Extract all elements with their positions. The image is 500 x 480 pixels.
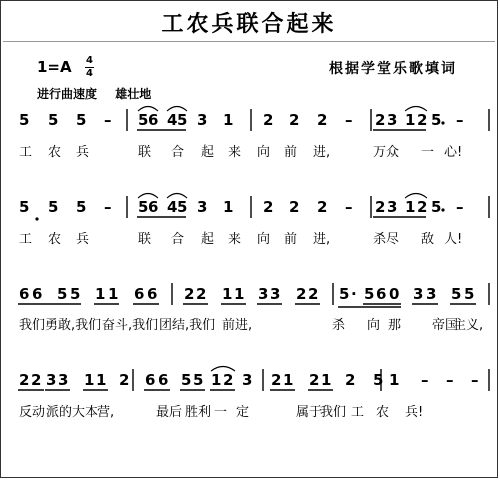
- lyric-syllable: 杀: [332, 318, 346, 333]
- note: 5: [373, 371, 384, 389]
- lyric-syllable: 工: [351, 405, 365, 420]
- lyric-syllable: 农: [376, 405, 390, 420]
- lyric-syllable: 向: [257, 232, 271, 247]
- note: 5: [70, 285, 81, 303]
- note: 2: [289, 198, 300, 216]
- dotted-note-mark: [441, 208, 444, 211]
- slur: [138, 107, 158, 112]
- lyric-syllable: 一: [421, 145, 435, 160]
- note: 1: [405, 198, 416, 216]
- note: 1: [223, 198, 234, 216]
- note: 6: [148, 111, 159, 129]
- lyric-syllable: 万众: [373, 145, 400, 160]
- note: 6: [158, 371, 169, 389]
- note: 5: [138, 198, 149, 216]
- note: 4: [167, 111, 178, 129]
- note: 2: [289, 111, 300, 129]
- note: 2: [263, 111, 274, 129]
- note: 2: [296, 285, 307, 303]
- note: 1: [234, 285, 245, 303]
- lyric-syllable: 起: [201, 232, 215, 247]
- slur: [405, 107, 427, 112]
- note: 5: [451, 285, 462, 303]
- note: 5: [57, 285, 68, 303]
- note: 5: [177, 198, 188, 216]
- lyric-syllable: 前: [284, 232, 298, 247]
- note: 3: [270, 285, 281, 303]
- time-signature-bottom: 4: [86, 68, 93, 79]
- note: 3: [387, 111, 398, 129]
- lyric-syllable: 勇敢,我们: [45, 318, 102, 333]
- note: 1: [321, 371, 332, 389]
- note: 1: [389, 371, 400, 389]
- dash-note: –: [345, 198, 353, 216]
- lyric-syllable: 向: [367, 318, 381, 333]
- dash-note: –: [104, 198, 112, 216]
- lyric-syllable: 兵: [76, 232, 90, 247]
- note: 6: [134, 285, 145, 303]
- lyric-syllable: 来: [228, 145, 242, 160]
- lyric-syllable: 前进,: [222, 318, 253, 333]
- note: 2: [19, 371, 30, 389]
- lyric-syllable: 人!: [444, 232, 463, 247]
- note: 3: [413, 285, 424, 303]
- note: 1: [95, 285, 106, 303]
- lyric-syllable: 进,: [313, 232, 331, 247]
- slur: [167, 194, 187, 199]
- lyric-syllable: 敌: [421, 232, 435, 247]
- note: 5: [48, 198, 59, 216]
- lyricist-credit: 根据学堂乐歌填词: [329, 61, 457, 77]
- note: 6: [376, 285, 387, 303]
- lyric-syllable: 团结,我们: [159, 318, 216, 333]
- lyric-syllable: 农: [48, 232, 62, 247]
- time-signature-top: 4: [86, 55, 93, 66]
- note: 2: [223, 371, 234, 389]
- note: 5: [364, 285, 375, 303]
- lyric-syllable: 大本: [72, 405, 99, 420]
- slur: [138, 194, 158, 199]
- note: 5: [19, 111, 30, 129]
- note: 5: [181, 371, 192, 389]
- note: 5: [193, 371, 204, 389]
- lyric-syllable: 合: [171, 232, 185, 247]
- dash-note: –: [345, 111, 353, 129]
- lyric-syllable: 属于: [296, 405, 323, 420]
- note: 1: [108, 285, 119, 303]
- lyric-syllable: 心!: [444, 145, 463, 160]
- dash-note: –: [446, 371, 454, 389]
- note: 5: [48, 111, 59, 129]
- lyric-syllable: 奋斗,我们: [102, 318, 159, 333]
- lyric-syllable: 来: [228, 232, 242, 247]
- note: 5: [19, 198, 30, 216]
- note: 1: [405, 111, 416, 129]
- key-signature: 1=A: [37, 58, 72, 76]
- lyric-syllable: 联: [138, 232, 152, 247]
- lyric-syllable: 最后: [156, 405, 183, 420]
- dash-note: –: [104, 111, 112, 129]
- lyric-syllable: 派的: [46, 405, 73, 420]
- lyric-syllable: 工: [19, 232, 33, 247]
- lyric-syllable: 杀尽: [373, 232, 400, 247]
- lyric-syllable: 进,: [313, 145, 331, 160]
- slur: [211, 367, 235, 372]
- note: 2: [309, 371, 320, 389]
- lyric-syllable: 向: [257, 145, 271, 160]
- note: 1: [283, 371, 294, 389]
- lyric-syllable: 一: [214, 405, 228, 420]
- note: 3: [46, 371, 57, 389]
- lyric-syllable: 帝国: [432, 318, 459, 333]
- lyric-syllable: 兵!: [405, 405, 424, 420]
- lyric-syllable: 联: [138, 145, 152, 160]
- note: 2: [417, 111, 428, 129]
- lyric-syllable: 胜利: [185, 405, 212, 420]
- note: 5: [431, 111, 442, 129]
- note: 5: [76, 111, 87, 129]
- lyric-syllable: 主义,: [453, 318, 484, 333]
- note: 3: [426, 285, 437, 303]
- note: 2: [263, 198, 274, 216]
- note: 2: [31, 371, 42, 389]
- note: 3: [197, 198, 208, 216]
- note: 1: [84, 371, 95, 389]
- slur: [405, 194, 427, 199]
- note: 3: [258, 285, 269, 303]
- note: 5: [138, 111, 149, 129]
- lyric-syllable: 反动: [19, 405, 46, 420]
- dash-note: –: [456, 111, 464, 129]
- dash-note: –: [456, 198, 464, 216]
- note: 2: [375, 111, 386, 129]
- note: 5: [76, 198, 87, 216]
- lyric-syllable: 兵: [76, 145, 90, 160]
- note: 5: [431, 198, 442, 216]
- note: 1: [96, 371, 107, 389]
- tempo-mood: 雄壮地: [115, 87, 152, 101]
- note: 3: [387, 198, 398, 216]
- note: 2: [271, 371, 282, 389]
- lyric-syllable: 定: [236, 405, 250, 420]
- dash-note: –: [471, 371, 479, 389]
- dotted-note-mark: [441, 121, 444, 124]
- note: 4: [167, 198, 178, 216]
- lyric-syllable: 农: [48, 145, 62, 160]
- note: 3: [58, 371, 69, 389]
- note: 2: [345, 371, 356, 389]
- note: 0: [389, 285, 400, 303]
- note: 2: [184, 285, 195, 303]
- note: 6: [32, 285, 43, 303]
- lyric-syllable: 起: [201, 145, 215, 160]
- note: 1: [222, 285, 233, 303]
- lyric-syllable: 工: [19, 145, 33, 160]
- lyric-syllable: 那: [388, 318, 402, 333]
- lyric-syllable: 营,: [97, 405, 115, 420]
- note: 5: [464, 285, 475, 303]
- note: 6: [19, 285, 30, 303]
- song-title: 工农兵联合起来: [161, 12, 337, 37]
- tempo-speed: 进行曲速度: [37, 87, 98, 101]
- note: 6: [145, 371, 156, 389]
- accent-dot: [35, 217, 38, 220]
- note: 6: [148, 198, 159, 216]
- note: 2: [317, 111, 328, 129]
- dash-note: –: [421, 371, 429, 389]
- notation-marks: [1, 1, 498, 478]
- slur: [167, 107, 187, 112]
- note: 3: [197, 111, 208, 129]
- lyric-syllable: 我们: [320, 405, 347, 420]
- note: 2: [375, 198, 386, 216]
- note: 1: [223, 111, 234, 129]
- dot-note: ·: [351, 285, 357, 303]
- note: 5: [339, 285, 350, 303]
- note: 2: [317, 198, 328, 216]
- note: 2: [196, 285, 207, 303]
- note: 5: [177, 111, 188, 129]
- note: 2: [417, 198, 428, 216]
- note: 1: [211, 371, 222, 389]
- lyric-syllable: 合: [171, 145, 185, 160]
- note: 6: [147, 285, 158, 303]
- lyric-syllable: 我们: [19, 318, 46, 333]
- note: 3: [242, 371, 253, 389]
- lyric-syllable: 前: [284, 145, 298, 160]
- note: 2: [308, 285, 319, 303]
- note: 2: [119, 371, 130, 389]
